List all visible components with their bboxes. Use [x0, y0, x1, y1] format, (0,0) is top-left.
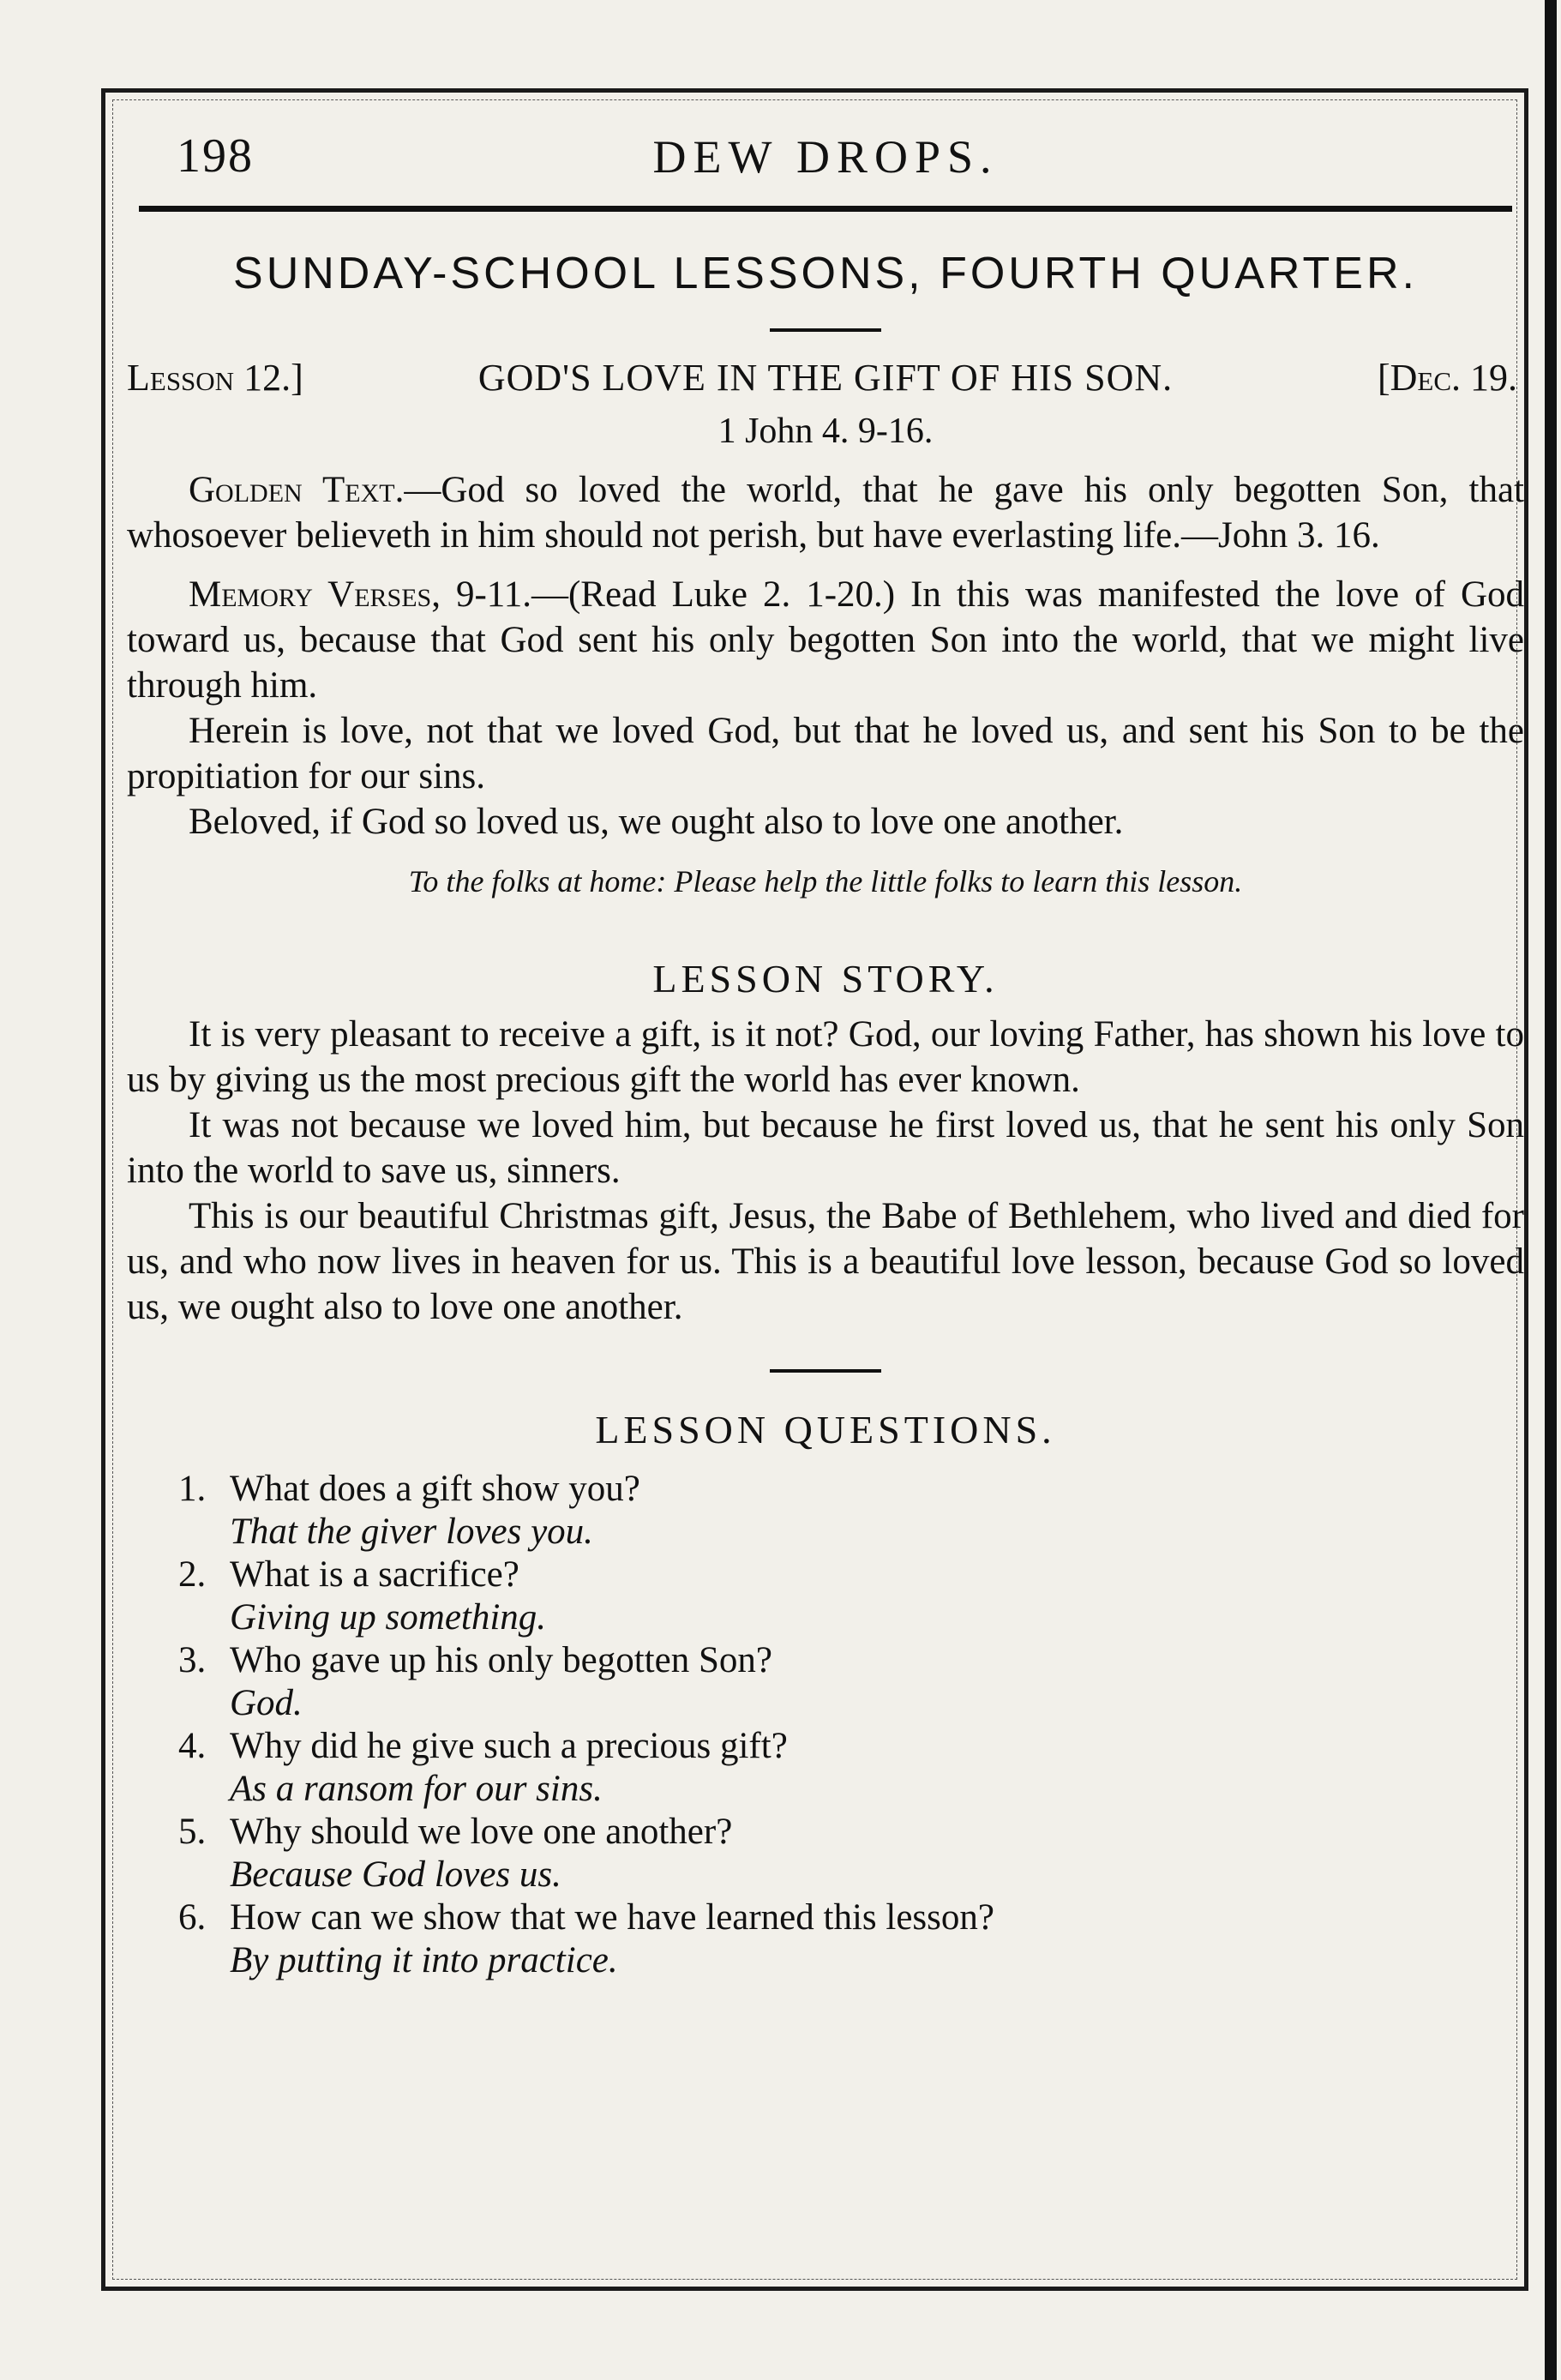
question-number: 5.	[178, 1812, 207, 1852]
page-number: 198	[177, 129, 254, 183]
page-edge-shadow	[1545, 0, 1557, 2380]
story-paragraph: It was not because we loved him, but because he first loved us, that he sent his only Son into the world to save us, sinners.	[127, 1105, 1524, 1191]
question-number: 1.	[178, 1469, 207, 1509]
question-text: Who gave up his only begotten Son?	[230, 1640, 772, 1680]
lesson-heading	[127, 356, 1524, 407]
lesson-number: Lesson 12.]	[127, 357, 303, 399]
memory-verse-2: Herein is love, not that we loved God, but that he loved us, and sent his Son to be the propitiation for our sins.	[127, 711, 1524, 796]
questions-title: LESSON QUESTIONS.	[595, 1408, 1056, 1451]
questions-list	[127, 1468, 1524, 1982]
question-item	[178, 1554, 1524, 1639]
question-text: How can we show that we have learned this lesson?	[230, 1897, 994, 1938]
golden-text	[127, 467, 1524, 558]
question-item	[178, 1468, 1524, 1554]
lesson-title: GOD'S LOVE IN THE GIFT OF HIS SON.	[477, 357, 1174, 399]
question-item	[178, 1725, 1524, 1811]
header-rule	[139, 206, 1512, 212]
answer-text: That the giver loves you.	[230, 1512, 593, 1552]
answer-text: Because God loves us.	[230, 1854, 561, 1895]
memory-verses-label: Memory Verses,	[189, 574, 441, 615]
section-divider	[770, 328, 881, 332]
memory-verses-body: 9-11.—(Read Luke 2. 1-20.) In this was manifested the love of God toward us, because that God sent his only begotten Son into the world, that we might live through him.	[127, 574, 1524, 706]
home-note: To the folks at home: Please help the little folks to learn this lesson.	[408, 864, 1243, 899]
answer-text: Giving up something.	[230, 1597, 547, 1638]
memory-verses	[127, 572, 1524, 708]
page-header	[127, 111, 1524, 197]
question-text: What is a sacrifice?	[230, 1554, 519, 1595]
story-divider	[770, 1369, 881, 1373]
page-content	[127, 111, 1524, 1982]
question-item	[178, 1811, 1524, 1896]
question-text: Why should we love one another?	[230, 1812, 733, 1852]
answer-text: As a ransom for our sins.	[230, 1769, 603, 1809]
question-number: 3.	[178, 1640, 207, 1680]
question-text: Why did he give such a precious gift?	[230, 1726, 788, 1766]
question-number: 6.	[178, 1897, 207, 1938]
story-paragraph: It is very pleasant to receive a gift, is it not? God, our loving Father, has shown his love to us by giving us the most precious gift the world has ever known.	[127, 1014, 1524, 1100]
question-text: What does a gift show you?	[230, 1469, 640, 1509]
scripture-reference: 1 John 4. 9-16.	[717, 412, 934, 451]
question-number: 4.	[178, 1726, 207, 1766]
answer-text: By putting it into practice.	[230, 1940, 618, 1980]
golden-text-body: —God so loved the world, that he gave his only begotten Son, that whosoever believeth in him should not perish, but have everlasting life.—John 3. 16.	[127, 470, 1524, 556]
question-item	[178, 1639, 1524, 1725]
story-paragraph: This is our beautiful Christmas gift, Jesus, the Babe of Bethlehem, who lived and died for us, and who now lives in heaven for us. This is a beautiful love lesson, because God so loved us, we ought also to love one another.	[127, 1196, 1524, 1327]
golden-text-label: Golden Text.	[189, 470, 405, 510]
section-title: SUNDAY-SCHOOL LESSONS, FOURTH QUARTER.	[233, 249, 1418, 298]
answer-text: God.	[230, 1683, 303, 1723]
memory-verse-3: Beloved, if God so loved us, we ought also to love one another.	[189, 802, 1124, 842]
running-title: DEW DROPS.	[652, 131, 999, 183]
story-title: LESSON STORY.	[652, 957, 999, 1001]
question-item	[178, 1896, 1524, 1982]
question-number: 2.	[178, 1554, 207, 1595]
lesson-date: [Dec. 19.	[1377, 357, 1517, 399]
